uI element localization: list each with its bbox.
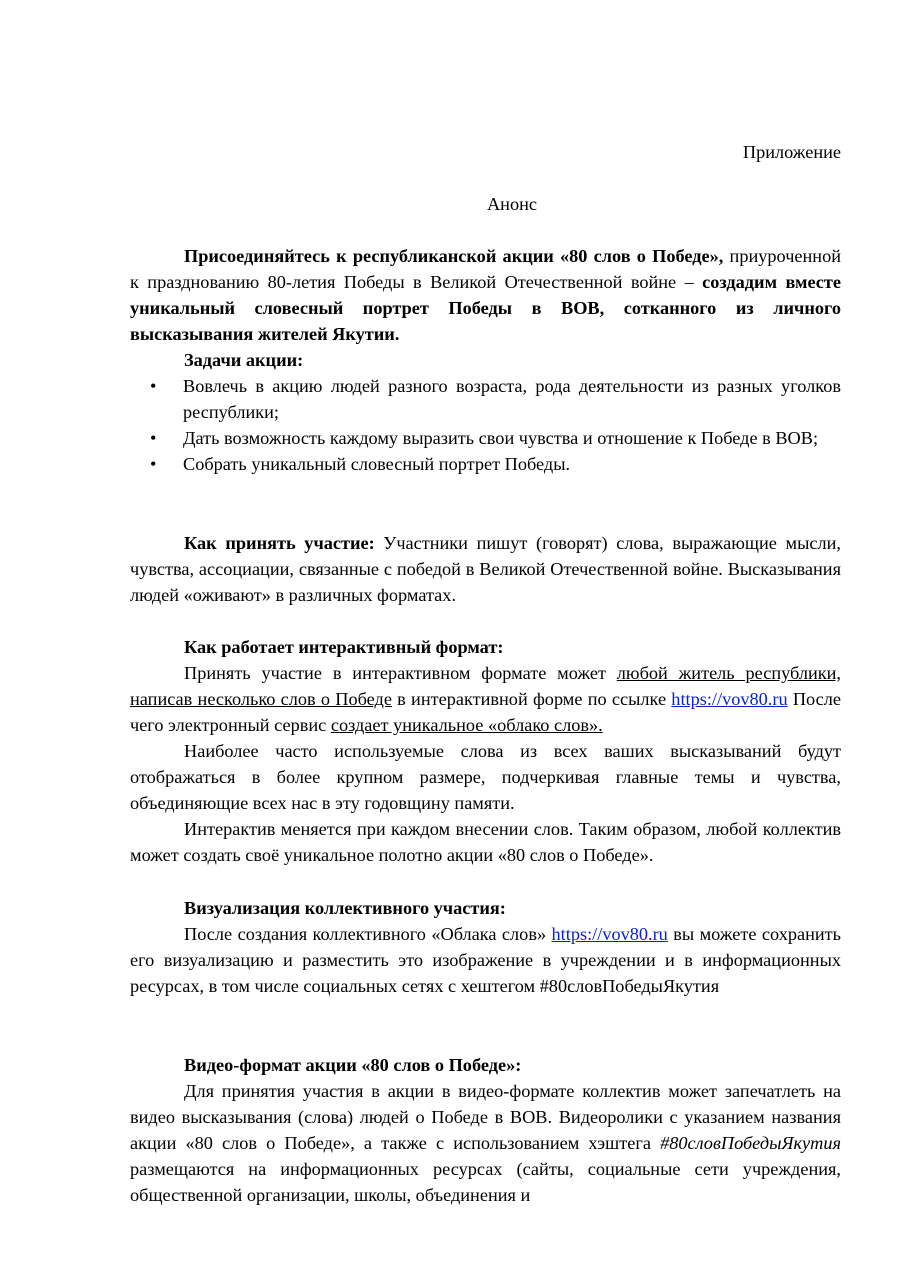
- visualization-paragraph: [130, 921, 841, 999]
- task-text: Дать возможность каждому выразить свои чувства и отношение к Победе в ВОВ;: [183, 428, 819, 448]
- list-item: [130, 425, 841, 451]
- interactive-text-b: в интерактивной форме по ссылке: [391, 689, 672, 709]
- tasks-list: [130, 373, 841, 477]
- interactive-heading: Как работает интерактивный формат:: [184, 637, 504, 657]
- how-to-text: Участники пишут (говорят) слова, выражающие мысли, чувства, ассоциации, связанные с победой в Великой Отечественной войне. Высказывания людей «оживают» в различных форматах.: [130, 533, 841, 605]
- intro-normal: приуроченной к празднованию 80-летия Победы в Великой Отечественной войне –: [130, 246, 841, 292]
- video-paragraph: [130, 1078, 841, 1208]
- interactive-paragraph-1: [130, 660, 841, 738]
- intro-bold-a: Присоединяйтесь к республиканской акции «80 слов о Победе»,: [184, 246, 724, 266]
- bullet-icon: •: [150, 454, 157, 474]
- bullet-icon: •: [150, 376, 157, 396]
- interactive-text-c: После чего электронный сервис: [130, 689, 841, 735]
- video-text-a: Для принятия участия в акции в видео-формате коллектив может запечатлеть на видео высказывания (слова) людей о Победе в ВОВ. Видеоролики с указанием названия акции «80 слов о Победе», а также с использованием хэштега: [130, 1081, 841, 1153]
- list-item: [130, 373, 841, 425]
- visualization-heading: Визуализация коллективного участия:: [184, 898, 506, 918]
- interactive-paragraph-3: Интерактив меняется при каждом внесении слов. Таким образом, любой коллектив может создать своё уникальное полотно акции «80 слов о Победе».: [130, 819, 841, 865]
- intro-bold-b: создадим вместе уникальный словесный портрет Победы в ВОВ, сотканного из личного высказывания жителей Якутии.: [130, 272, 842, 344]
- visualization-text-b: вы можете сохранить его визуализацию и разместить это изображение в учреждении и в информационных ресурсах, в том числе социальных сетях с хештегом #80словПобедыЯкутия: [130, 924, 841, 996]
- interactive-paragraph-2: Наиболее часто используемые слова из всех ваших высказываний будут отображаться в более крупном размере, подчеркивая главные темы и чувства, объединяющие всех нас в эту годовщину памяти.: [130, 741, 841, 813]
- video-hashtag: #80словПобедыЯкутия: [660, 1133, 841, 1153]
- list-item: [130, 451, 841, 477]
- tasks-heading: Задачи акции:: [184, 350, 304, 370]
- interactive-text-a: Принять участие в интерактивном формате может: [184, 663, 617, 683]
- how-to-heading: Как принять участие:: [184, 533, 375, 553]
- vov80-link[interactable]: https://vov80.ru: [671, 689, 788, 709]
- video-text-b: размещаются на информационных ресурсах (сайты, социальные сети учреждения, общественной организации, школы, объединения и: [130, 1159, 841, 1205]
- task-text: Собрать уникальный словесный портрет Победы.: [183, 454, 571, 474]
- intro-paragraph: [130, 243, 841, 347]
- visualization-text-a: После создания коллективного «Облака слов»: [184, 924, 552, 944]
- appendix-label: Приложение: [742, 142, 841, 162]
- task-text: Вовлечь в акцию людей разного возраста, рода деятельности из разных уголков республики;: [183, 376, 841, 422]
- vov80-link-2[interactable]: https://vov80.ru: [551, 924, 668, 944]
- how-to-paragraph: [130, 530, 841, 608]
- interactive-underlined-text-2: создает уникальное «облако слов».: [330, 715, 603, 735]
- video-heading: Видео-формат акции «80 слов о Победе»:: [184, 1055, 522, 1075]
- interactive-underlined-text: любой житель республики, написав несколько слов о Победе: [130, 663, 841, 709]
- document-title: Анонс: [486, 194, 538, 214]
- bullet-icon: •: [150, 428, 157, 448]
